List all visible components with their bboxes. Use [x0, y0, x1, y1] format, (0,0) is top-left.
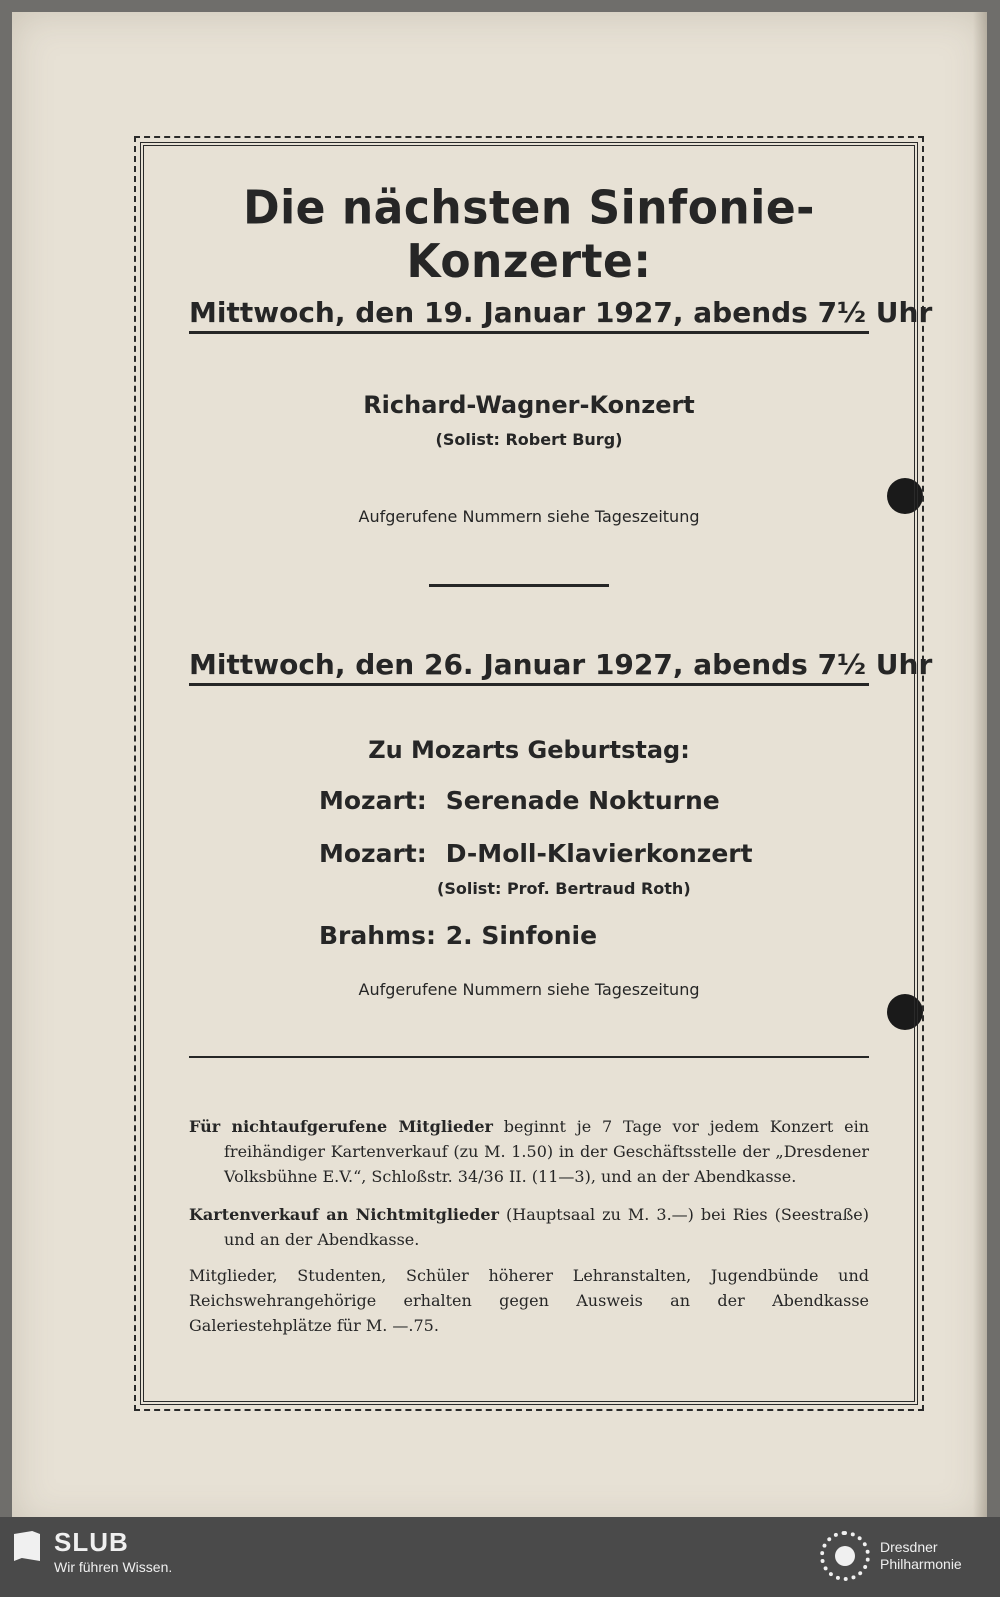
program-work: 2. Sinfonie — [445, 921, 598, 950]
info-paragraph — [189, 1202, 869, 1252]
program-item — [319, 786, 720, 815]
footer-bar — [0, 1517, 1000, 1597]
program-work: D-Moll-Klavierkonzert — [445, 839, 753, 868]
program-item — [319, 839, 753, 868]
program-composer: Brahms: — [319, 921, 436, 950]
program-composer: Mozart: — [319, 839, 427, 868]
concert2-date: Mittwoch, den 26. Januar 1927, abends 7½ Uhr — [189, 648, 869, 686]
slub-book-icon — [14, 1531, 40, 1561]
program-work: Serenade Nokturne — [445, 786, 720, 815]
concert1-title: Richard-Wagner-Konzert — [363, 391, 695, 419]
page-title: Die nächsten Sinfonie-Konzerte: — [243, 181, 815, 289]
ornamental-frame — [140, 142, 933, 1405]
info-lead: Für nichtaufgerufene Mitglieder — [189, 1117, 493, 1136]
slub-tagline: Wir führen Wissen. — [54, 1559, 173, 1575]
scanned-page — [12, 12, 987, 1527]
concert1-date: Mittwoch, den 19. Januar 1927, abends 7½ Uhr — [189, 296, 869, 334]
section-divider — [429, 584, 609, 587]
info-lead: Kartenverkauf an Nichtmitglieder — [189, 1205, 499, 1224]
concert1-note: Aufgerufene Nummern siehe Tageszeitung — [358, 507, 700, 526]
slub-name: SLUB — [54, 1527, 129, 1557]
section-divider — [189, 1056, 869, 1058]
concert2-soloist: (Solist: Prof. Bertraud Roth) — [437, 879, 691, 898]
concert1-soloist: (Solist: Robert Burg) — [435, 430, 623, 449]
info-text: beginnt je 7 Tage vor jedem Konzert ein freihändiger Kartenverkauf (zu M. 1.50) in der Geschäftsstelle der „Dresdener Volksbühne E.V.“, Schloßstr. 34/36 II. (11—3), und an der Abendkasse. — [224, 1117, 869, 1186]
info-text: (Hauptsaal zu M. 3.—) bei Ries (Seestraße) und an der Abendkasse. — [224, 1205, 870, 1249]
info-text: Mitglieder, Studenten, Schüler höherer Lehranstalten, Jugendbünde und Reichswehrangehörige erhalten gegen Ausweis an der Abendkasse Galeriestehplätze für M. —.75. — [189, 1266, 869, 1335]
info-paragraph — [189, 1114, 869, 1189]
philharmonie-sun-icon — [820, 1531, 870, 1581]
program-item — [319, 921, 597, 950]
philharmonie-line1: Dresdner — [880, 1539, 938, 1555]
concert2-occasion: Zu Mozarts Geburtstag: — [368, 736, 690, 764]
program-composer: Mozart: — [319, 786, 427, 815]
concert2-note: Aufgerufene Nummern siehe Tageszeitung — [358, 980, 700, 999]
philharmonie-logo[interactable] — [820, 1529, 980, 1585]
philharmonie-line2: Philharmonie — [880, 1556, 962, 1572]
info-paragraph — [189, 1263, 869, 1338]
